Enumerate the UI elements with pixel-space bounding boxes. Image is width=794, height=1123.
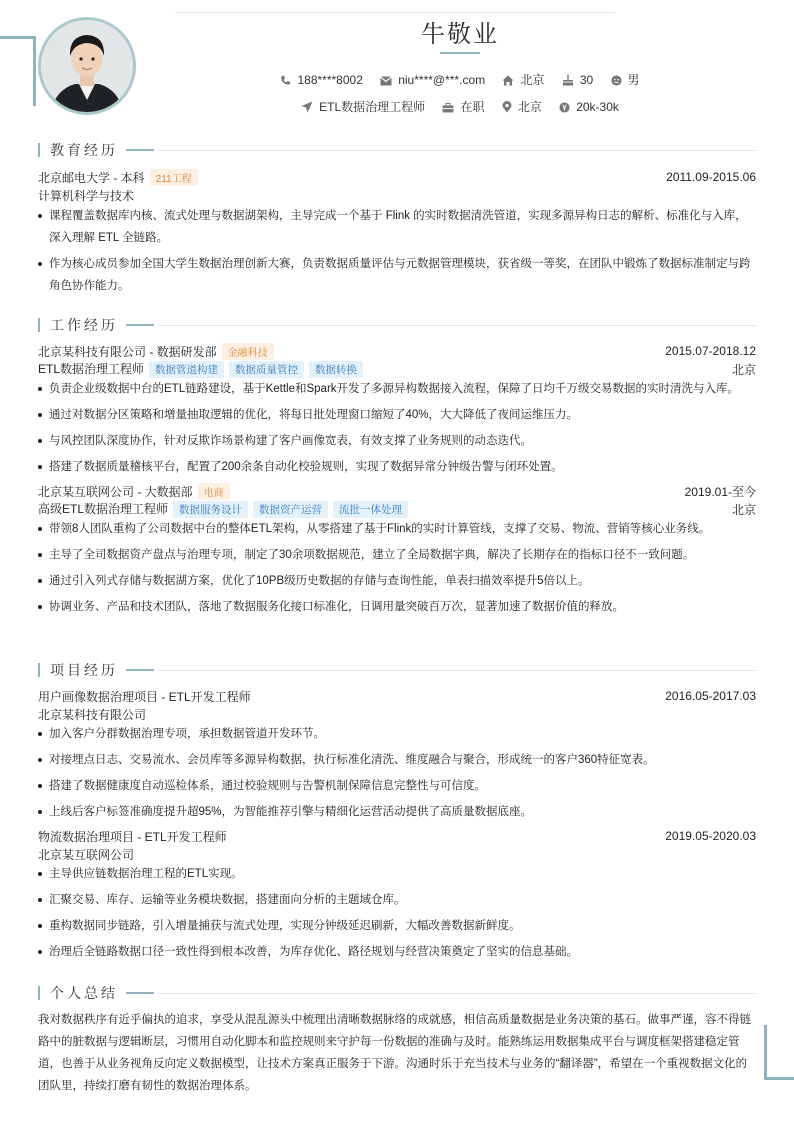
work-section: [38, 315, 756, 622]
summary-text: 我对数据秩序有近乎偏执的追求，享受从混乱源头中梳理出清晰数据脉络的成就感，相信高质量数据是业务决策的基石。做事严谨，容不得链路中的脏数据与逻辑断层，习惯用自动化脚本和监控规则来守护每一份数据的准确与及时。能熟练运用数据集成平台与调度框架搭建稳定管道，也善于从业务视角反向定义数据模型，让技术方案真正服务于下游。沟通时乐于充当技术与业务的“翻译器”，希望在一个重视数据文化的团队里，持续打磨有韧性的数据治理体系。: [38, 1014, 751, 1092]
name-underline: [440, 52, 480, 54]
list-item: 带领8人团队重构了公司数据中台的整体ETL架构，从零搭建了基于Flink的实时计算管线，支撑了交易、物流、营销等核心业务线。: [38, 518, 756, 540]
target-city-item: [502, 98, 542, 115]
section-title: 工作经历: [50, 318, 118, 334]
phone-item: [280, 73, 362, 87]
briefcase-icon: [442, 103, 454, 113]
location-icon: [502, 101, 512, 113]
job-city: 北京: [731, 362, 756, 377]
job-entry: [38, 342, 756, 478]
job-entry: [38, 482, 756, 618]
skill-tag: 数据质量管控: [229, 361, 304, 378]
education-header: [38, 140, 756, 160]
projects-section: [38, 660, 756, 967]
gender-item: [611, 71, 640, 88]
position-item: [301, 98, 425, 115]
skill-tag: 数据转换: [309, 361, 363, 378]
project-bullets: [38, 723, 756, 823]
home-icon: [502, 75, 514, 86]
section-title: 个人总结: [50, 986, 118, 1002]
project-name: 用户画像数据治理项目 - ETL开发工程师: [38, 689, 251, 704]
email-text: niu****@***.com: [398, 72, 486, 87]
list-item: 协调业务、产品和技术团队，落地了数据服务化接口标准化，日调用量突破百万次，显著加速了数据价值的释放。: [38, 596, 756, 618]
skill-tag: 数据管道构建: [149, 361, 224, 378]
phone-text: 188****8002: [297, 72, 363, 87]
work-header: [38, 315, 756, 335]
skill-tag: 数据资产运营: [253, 501, 328, 518]
section-title: 项目经历: [50, 663, 118, 679]
list-item: 加入客户分群数据治理专项，承担数据管道开发环节。: [38, 723, 756, 745]
project-name: 物流数据治理项目 - ETL开发工程师: [38, 829, 227, 844]
projects-header: [38, 660, 756, 680]
list-item: 通过对数据分区策略和增量抽取逻辑的优化，将每日批处理窗口缩短了40%，大大降低了夜间运维压力。: [38, 404, 756, 426]
summary-section: [38, 983, 756, 1097]
industry-tag: 电商: [198, 483, 230, 500]
list-item: 重构数据同步链路，引入增量捕获与流式处理，实现分钟级延迟刷新，大幅改善数据新鲜度。: [38, 915, 756, 937]
school-name: 北京邮电大学 - 本科: [38, 170, 145, 185]
major: 计算机科学与技术: [38, 188, 135, 203]
top-divider: [175, 12, 615, 13]
candidate-name: 牛敬业: [421, 20, 499, 48]
summary-header: [38, 983, 756, 1003]
job-bullets: [38, 378, 756, 478]
salary-text: 20k-30k: [576, 99, 619, 114]
education-bullets: [38, 205, 756, 297]
education-section: [38, 140, 756, 301]
job-role: ETL数据治理工程师: [38, 362, 145, 376]
skill-tag: 流批一体处理: [333, 501, 408, 518]
status-text: 在职: [460, 100, 485, 114]
industry-tag: 金融科技: [222, 343, 274, 360]
job-bullets: [38, 518, 756, 618]
send-icon: [301, 101, 313, 113]
list-item: 作为核心成员参加全国大学生数据治理创新大赛，负责数据质量评估与元数据管理模块，获省级一等奖，在团队中锻炼了数据标准制定与跨角色协作能力。: [38, 253, 756, 297]
list-item: 通过引入列式存储与数据湖方案，优化了10PB级历史数据的存储与查询性能，单表扫描效率提升5倍以上。: [38, 570, 756, 592]
list-item: 对接埋点日志、交易流水、会员库等多源异构数据，执行标准化清洗、维度融合与聚合，形成统一的客户360特征宽表。: [38, 749, 756, 771]
email-item: [380, 73, 485, 87]
job-role: 高级ETL数据治理工程师: [38, 502, 169, 516]
job-city: 北京: [731, 502, 756, 517]
education-period: 2011.09-2015.06: [666, 170, 756, 184]
gender-text: 男: [627, 73, 640, 87]
major-row: [38, 186, 756, 204]
job-period: 2015.07-2018.12: [665, 344, 756, 358]
skill-tag: 数据服务设计: [173, 501, 248, 518]
status-item: [442, 98, 484, 115]
project-period: 2016.05-2017.03: [665, 689, 756, 703]
corner-decoration-bottom-right: [764, 1025, 794, 1080]
project-period: 2019.05-2020.03: [665, 829, 756, 843]
list-item: 搭建了数据健康度自动巡检体系，通过校验规则与告警机制保障信息完整性与可信度。: [38, 775, 756, 797]
list-item: 负责企业级数据中台的ETL链路建设，基于Kettle和Spark开发了多源异构数据接入流程，保障了日均千万级交易数据的实时清洗与入库。: [38, 378, 756, 400]
list-item: 治理后全链路数据口径一致性得到根本改善，为库存优化、路径规划与经营决策奠定了坚实的信息基础。: [38, 941, 756, 963]
project-company: 北京某互联网公司: [38, 847, 135, 862]
age-text: 30: [579, 72, 594, 87]
list-item: 主导供应链数据治理工程的ETL实现。: [38, 863, 756, 885]
user-icon: [611, 75, 622, 86]
age-item: [562, 73, 593, 87]
section-title: 教育经历: [50, 143, 118, 159]
school-tag: 211工程: [150, 169, 198, 186]
cake-icon: [562, 74, 574, 86]
project-entry: [38, 827, 756, 963]
money-icon: [559, 102, 570, 113]
salary-item: [559, 100, 619, 114]
list-item: 课程覆盖数据库内核、流式处理与数据湖架构，主导完成一个基于 Flink 的实时数据清洗管道，实现多源异构日志的解析、标准化与入库，深入理解 ETL 全链路。: [38, 205, 756, 249]
list-item: 汇聚交易、库存、运输等业务模块数据，搭建面向分析的主题域仓库。: [38, 889, 756, 911]
phone-icon: [280, 75, 291, 86]
target-city-text: 北京: [517, 100, 542, 114]
job-period: 2019.01-至今: [684, 484, 756, 499]
list-item: 主导了全司数据资产盘点与治理专项，制定了30余项数据规范，建立了全局数据字典，解决了长期存在的指标口径不一致问题。: [38, 544, 756, 566]
project-company: 北京某科技有限公司: [38, 707, 147, 722]
job-intent-row: [0, 98, 794, 115]
list-item: 上线后客户标签准确度提升超95%，为智能推荐引擎与精细化运营活动提供了高质量数据底座。: [38, 801, 756, 823]
city-item: [502, 71, 544, 88]
company-name: 北京某科技有限公司 - 数据研发部: [38, 344, 217, 359]
email-icon: [380, 76, 392, 86]
education-entry-head: [38, 168, 756, 186]
company-name: 北京某互联网公司 - 大数据部: [38, 484, 193, 499]
list-item: 与风控团队深度协作，针对反欺诈场景构建了客户画像宽表，有效支撑了业务规则的动态迭代。: [38, 430, 756, 452]
project-entry: [38, 687, 756, 823]
list-item: 搭建了数据质量稽核平台，配置了200余条自动化校验规则，实现了数据异常分钟级告警与闭环处置。: [38, 456, 756, 478]
city-text: 北京: [520, 73, 545, 87]
project-bullets: [38, 863, 756, 963]
contact-info-row: [0, 71, 794, 88]
position-text: ETL数据治理工程师: [319, 100, 426, 114]
